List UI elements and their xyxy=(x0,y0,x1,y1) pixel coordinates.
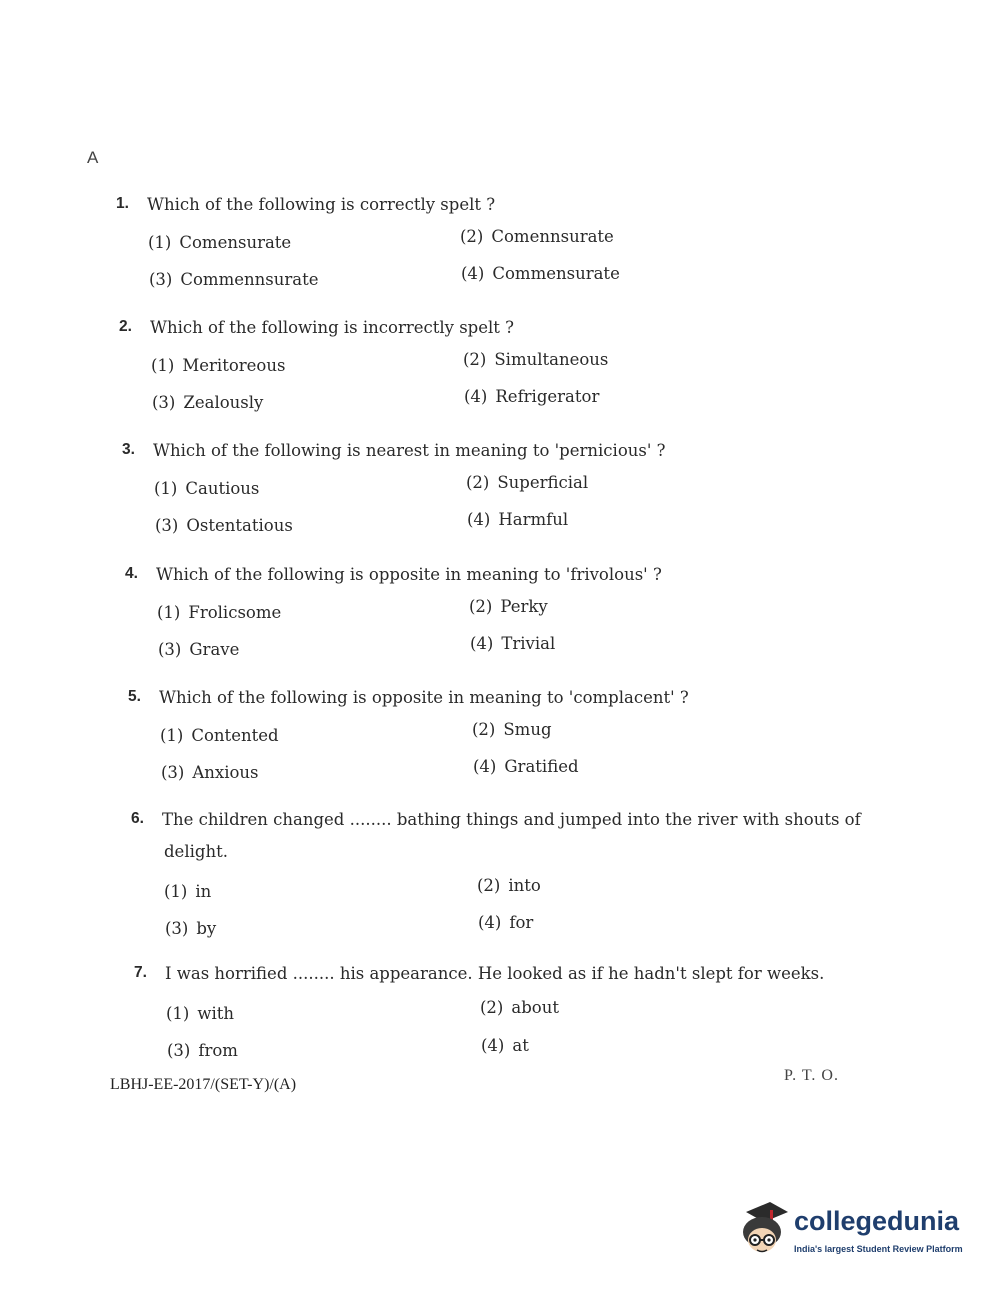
question-5 xyxy=(128,688,868,782)
option-1: (1) Comensurate xyxy=(148,233,292,252)
option-2: (2) Perky xyxy=(469,597,548,616)
question-1 xyxy=(116,195,856,289)
option-2: (2) Superficial xyxy=(466,473,589,492)
option-4: (4) Commensurate xyxy=(461,264,620,283)
question-text: Which of the following is opposite in meaning to 'complacent' ? xyxy=(159,688,689,707)
question-number: 3. xyxy=(122,441,135,458)
question-text: The children changed ........ bathing things and jumped into the river with shouts of xyxy=(162,810,861,829)
option-2: (2) Comennsurate xyxy=(460,227,614,246)
brand-tagline: India's largest Student Review Platform xyxy=(794,1244,963,1254)
option-4: (4) Gratified xyxy=(473,757,579,776)
question-number: 2. xyxy=(119,318,132,335)
question-number: 4. xyxy=(125,565,138,582)
question-text: I was horrified ........ his appearance. He looked as if he hadn't slept for weeks. xyxy=(165,964,825,983)
option-1: (1) Contented xyxy=(160,726,279,745)
option-3: (3) Grave xyxy=(158,640,240,659)
option-1: (1) Frolicsome xyxy=(157,603,282,622)
pto-label: P. T. O. xyxy=(784,1067,839,1084)
question-3 xyxy=(122,441,862,535)
option-3: (3) by xyxy=(165,919,217,938)
option-2: (2) Simultaneous xyxy=(463,350,609,369)
question-6 xyxy=(131,810,861,938)
option-3: (3) Ostentatious xyxy=(155,516,293,535)
question-number: 6. xyxy=(131,810,144,827)
option-4: (4) Refrigerator xyxy=(464,387,600,406)
option-4: (4) for xyxy=(478,913,534,932)
option-3: (3) Commennsurate xyxy=(149,270,319,289)
question-text: Which of the following is incorrectly spelt ? xyxy=(150,318,515,337)
option-2: (2) about xyxy=(480,998,559,1017)
question-number: 7. xyxy=(134,964,147,981)
mascot-icon xyxy=(736,1198,792,1258)
brand-name: collegedunia xyxy=(794,1206,960,1236)
question-text: Which of the following is nearest in meaning to 'pernicious' ? xyxy=(153,441,666,460)
option-3: (3) Zealously xyxy=(152,393,264,412)
option-4: (4) at xyxy=(481,1036,529,1055)
question-number: 1. xyxy=(116,195,129,212)
set-letter: A xyxy=(87,148,99,167)
question-7 xyxy=(134,964,874,1060)
option-1: (1) in xyxy=(164,882,212,901)
question-text: Which of the following is correctly spelt ? xyxy=(147,195,496,214)
question-2 xyxy=(119,318,859,412)
option-1: (1) with xyxy=(166,1004,235,1023)
option-2: (2) Smug xyxy=(472,720,552,739)
question-4 xyxy=(125,565,865,659)
option-3: (3) from xyxy=(167,1041,238,1060)
question-text-continued: delight. xyxy=(164,842,228,861)
collegedunia-logo xyxy=(736,1196,966,1266)
option-4: (4) Harmful xyxy=(467,510,569,529)
option-1: (1) Meritoreous xyxy=(151,356,286,375)
question-number: 5. xyxy=(128,688,141,705)
option-4: (4) Trivial xyxy=(470,634,556,653)
option-2: (2) into xyxy=(477,876,541,895)
question-text: Which of the following is opposite in meaning to 'frivolous' ? xyxy=(156,565,662,584)
paper-code: LBHJ-EE-2017/(SET-Y)/(A) xyxy=(110,1076,297,1093)
option-3: (3) Anxious xyxy=(161,763,259,782)
option-1: (1) Cautious xyxy=(154,479,260,498)
